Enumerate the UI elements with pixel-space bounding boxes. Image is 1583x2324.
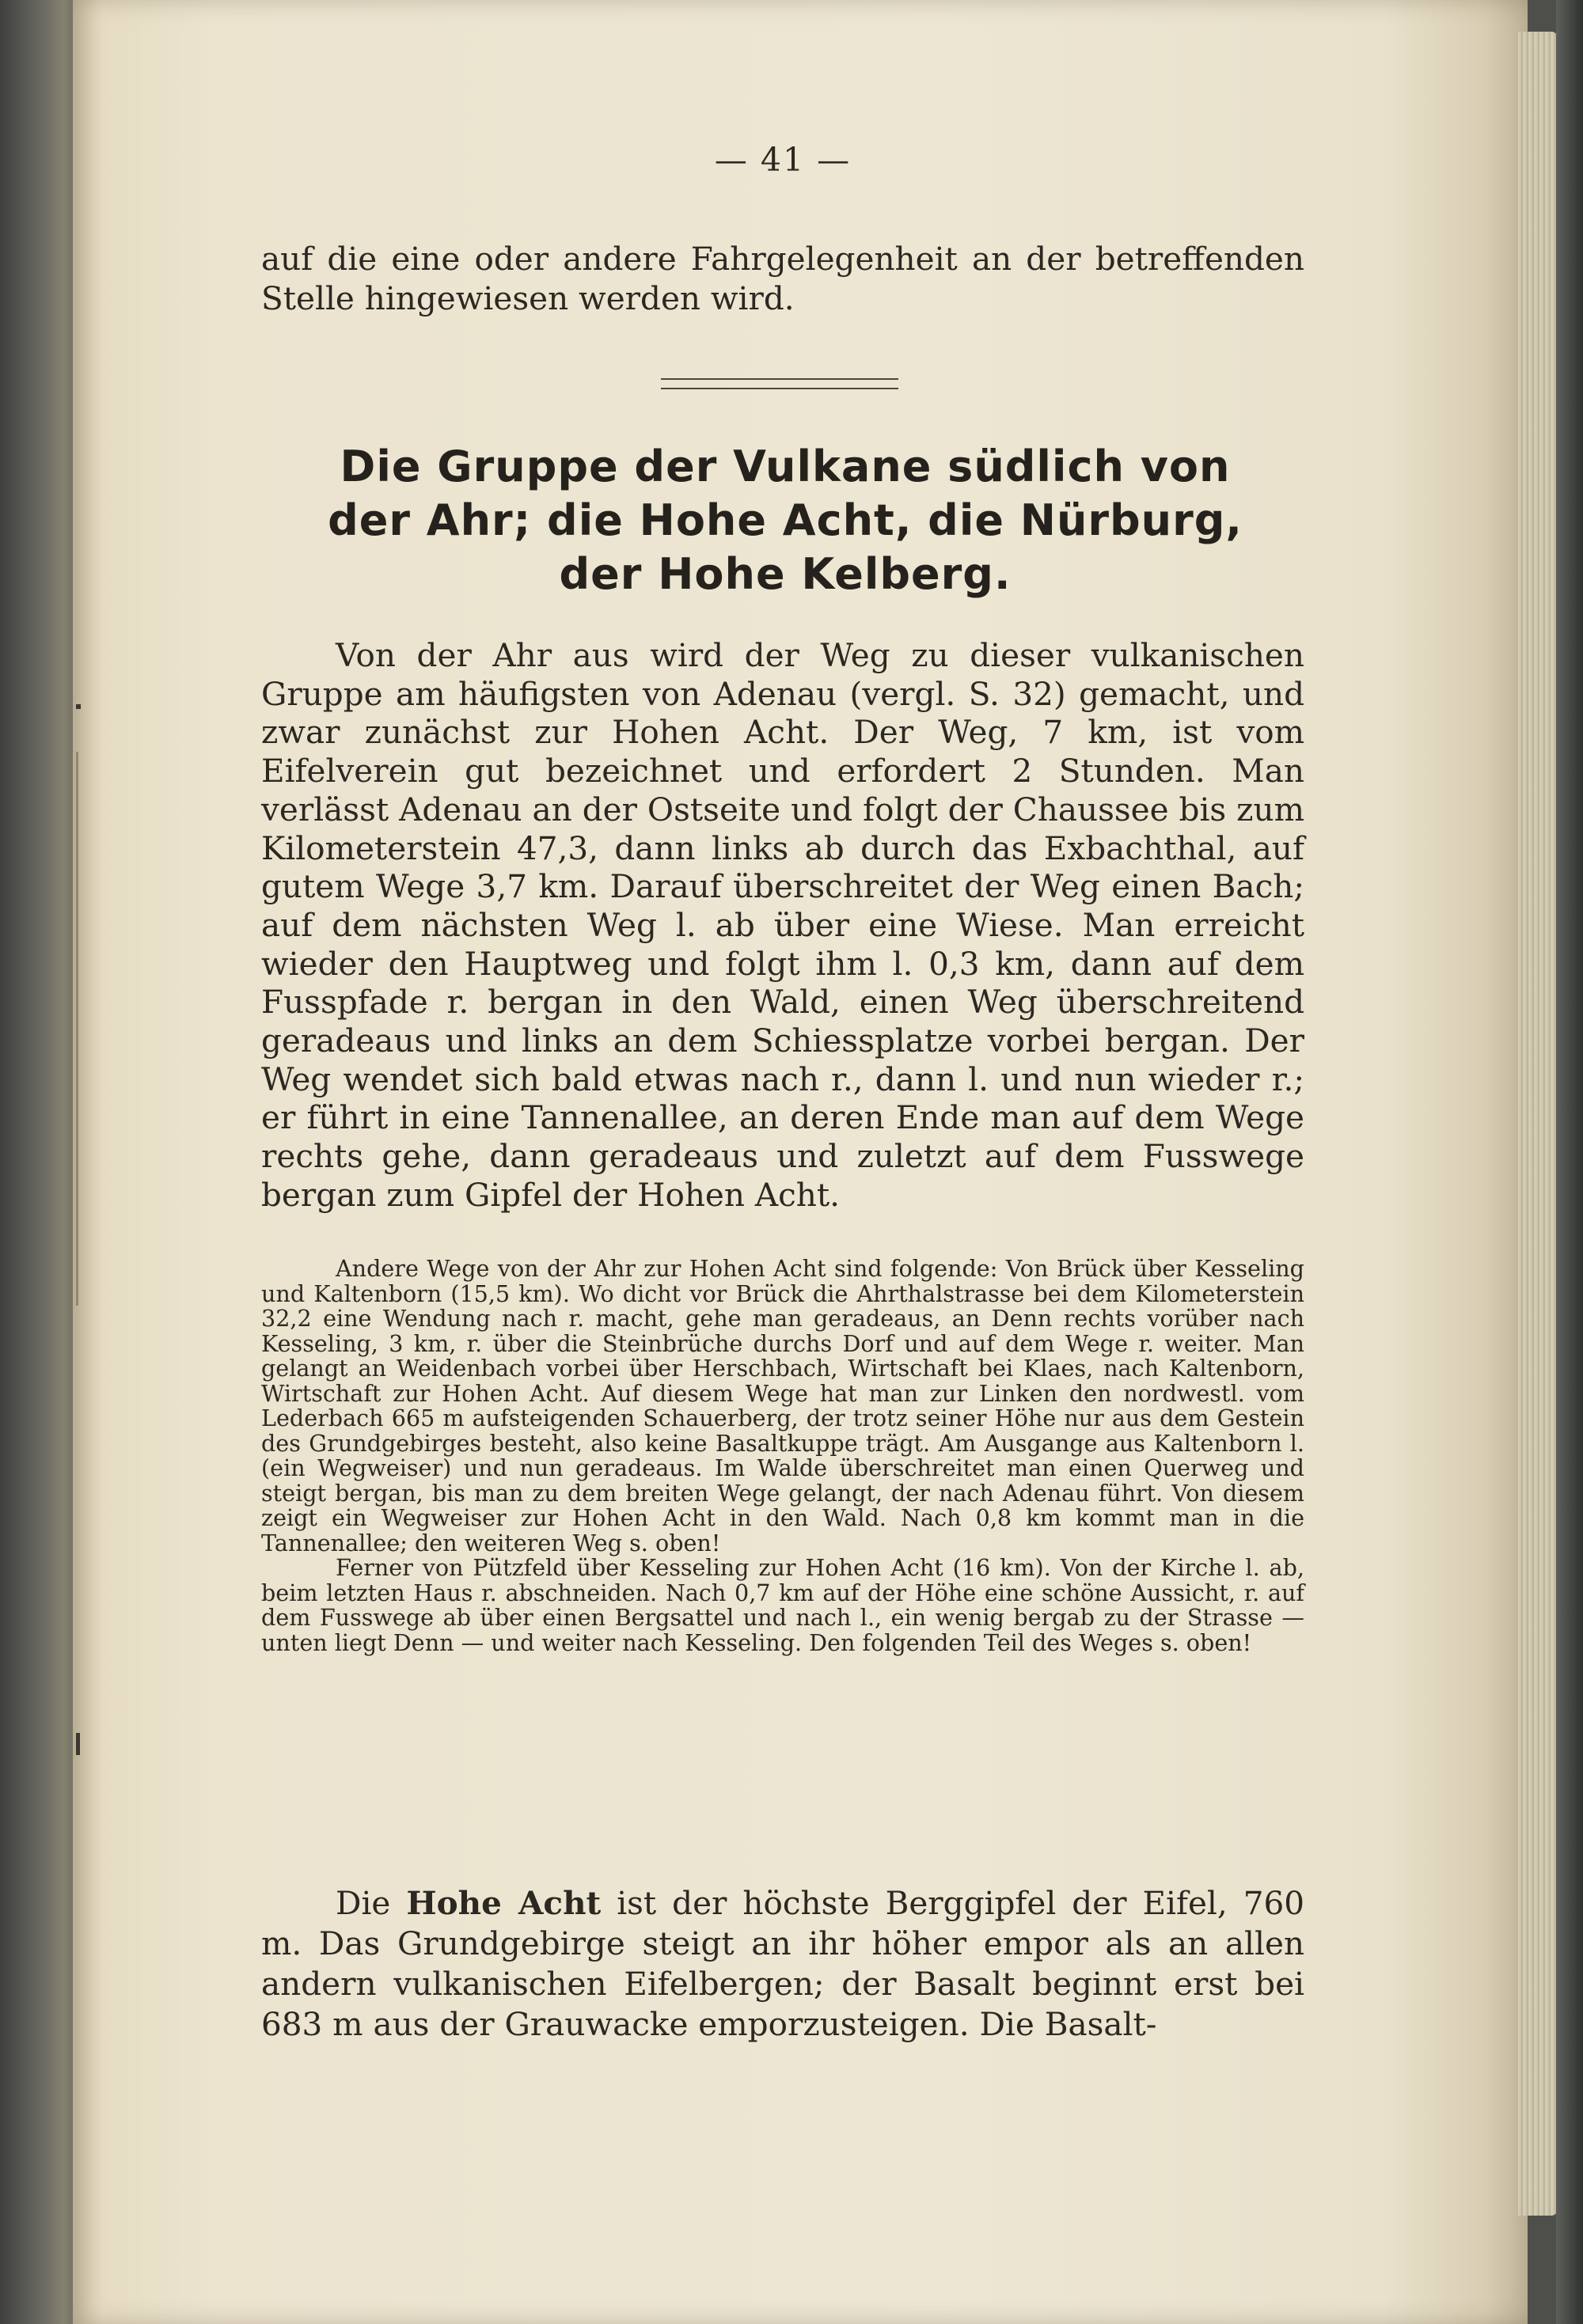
margin-line — [76, 752, 78, 1306]
heading-line: Die Gruppe der Vulkane südlich von — [340, 442, 1231, 491]
note-paragraph: Andere Wege von der Ahr zur Hohen Acht sind folgende: Von Brück über Kesseling und Kaltenborn (15,5 km). Wo dicht vor Brück die Ahrthalstrasse bei dem Kilometerstein 32,2 eine Wendung nach r. macht, gehe man geradeaus, an Denn rechts vorüber nach Kesseling, 3 km, r. über die Steinbrüche durchs Dorf und auf dem Wege r. weiter. Man gelangt an Weidenbach vorbei über Herschbach, Wirtschaft bei Klaes, nach Kaltenborn, Wirtschaft zur Hohen Acht. Auf diesem Wege hat man zur Linken den nordwestl. vom Lederbach 665 m aufsteigenden Schauerberg, der trotz seiner Höhe nur aus dem Gestein des Grundgebirges besteht, also keine Basaltkuppe trägt. Am Ausgange aus Kaltenborn l. (ein Wegweiser) und nun geradeaus. Im Walde überschreitet man einen Querweg und steigt bergan, bis man zu dem breiten Wege gelangt, der nach Adenau führt. Von diesem zeigt ein Wegweiser zur Hohen Acht in den Wald. Nach 0,8 km kommt man in die Tannenallee; den weiteren Weg s. oben! — [261, 1255, 1304, 1556]
page-edges — [1518, 32, 1558, 2216]
margin-marks — [76, 704, 82, 1749]
paragraph-text — [261, 1883, 1304, 2045]
heading-line: der Hohe Kelberg. — [559, 549, 1012, 599]
book-cover-edge — [1556, 0, 1583, 2324]
emphasized-term: Hohe Acht — [406, 1884, 602, 1922]
text-block — [261, 0, 1304, 2324]
heading-line: der Ahr; die Hohe Acht, die Nürburg, — [328, 495, 1243, 545]
book-left-board — [0, 0, 79, 2324]
closing-after: ist der höchste Berggipfel der Eifel, 760 m. Das Grundgebirge steigt an ihr höher empor als an allen andern vulkanischen Eifelbergen; der Basalt beginnt erst bei 683 m aus der Grauwacke emporzusteigen. Die Basalt- — [261, 1884, 1305, 2043]
intro-text: auf die eine oder andere Fahrgelegenheit an der betreffenden Stelle hingewiesen werden wird. — [261, 240, 1304, 317]
closing-paragraph — [261, 1883, 1304, 2045]
main-paragraph — [261, 636, 1304, 1215]
paragraph-text: Von der Ahr aus wird der Weg zu dieser vulkanischen Gruppe am häufigsten von Adenau (vergl. S. 32) gemacht, und zwar zunächst zur Hohen Acht. Der Weg, 7 km, ist vom Eifelverein gut bezeichnet und erfordert 2 Stunden. Man verlässt Adenau an der Ostseite und folgt der Chaussee bis zum Kilometerstein 47,3, dann links ab durch das Exbachthal, auf gutem Wege 3,7 km. Darauf überschreitet der Weg einen Bach; auf dem nächsten Weg l. ab über eine Wiese. Man erreicht wieder den Hauptweg und folgt ihm l. 0,3 km, dann auf dem Fusspfade r. bergan in den Wald, einen Weg überschreitend geradeaus und links an dem Schiessplatze vorbei bergan. Der Weg wendet sich bald etwas nach r., dann l. und nun wieder r.; er führt in eine Tannenallee, an deren Ende man auf dem Wege rechts gehe, dann geradeaus und zuletzt auf dem Fusswege bergan zum Gipfel der Hohen Acht. — [261, 636, 1304, 1214]
small-print-notes — [261, 1257, 1304, 1655]
note-paragraph: Ferner von Pützfeld über Kesseling zur Hohen Acht (16 km). Von der Kirche l. ab, beim letzten Haus r. abschneiden. Nach 0,7 km auf der Höhe eine schöne Aussicht, r. auf dem Fusswege ab über einen Bergsattel und nach l., ein wenig bergab zu der Strasse — unten liegt Denn — und weiter nach Kesseling. Den folgenden Teil des Weges s. oben! — [261, 1554, 1304, 1656]
margin-mark — [76, 1733, 80, 1755]
closing-before: Die — [336, 1884, 407, 1922]
page-number: — 41 — — [714, 141, 852, 179]
section-divider — [661, 378, 898, 389]
margin-mark — [76, 704, 81, 709]
chapter-heading — [255, 440, 1315, 601]
